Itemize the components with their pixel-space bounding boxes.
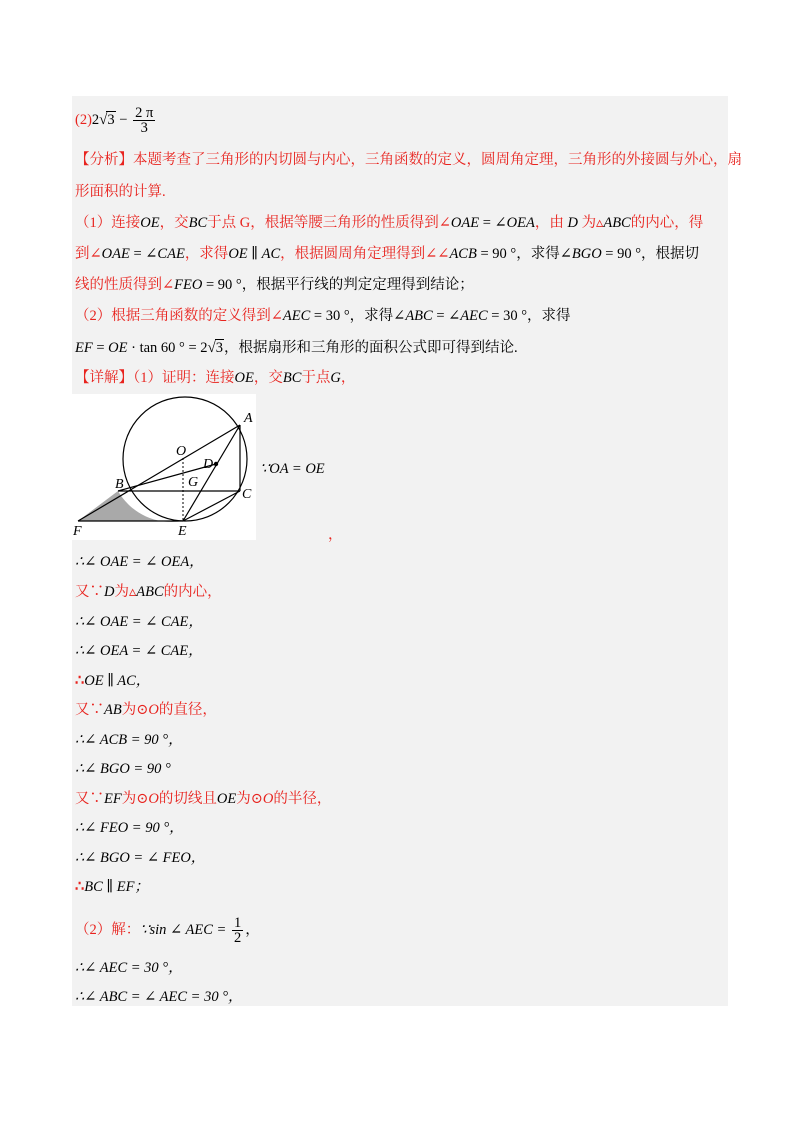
step-10: ∴∠ FEO = 90 °， (75, 820, 184, 836)
analysis-line-1 (75, 150, 742, 170)
shaded-region (78, 491, 183, 522)
line-fa (78, 425, 240, 521)
circle-o (123, 397, 247, 521)
geometry-diagram (72, 394, 256, 540)
step-2: 又∵D为▵ABC的内心， (75, 584, 222, 600)
analysis-text-1: 本题考查了三角形的内切圆与内心，三角函数的定义，圆周角定理，三角形的外接圆与外心，扇 (133, 152, 742, 168)
answer-minus: − (119, 111, 128, 128)
label-g: G (188, 475, 199, 490)
step-13: （2）解：∵sin ∠ AEC = $\frac{1}{2}$ ， (75, 915, 260, 946)
fig-note: ∵OA = OE (260, 461, 325, 477)
answer-radicand: 3 (107, 111, 115, 128)
sin-fraction: $\frac{1}{2}$ (233, 915, 242, 946)
step-5: ∴OE ∥ AC， (75, 673, 151, 689)
sqrt-sign: √ (99, 111, 108, 128)
detail-tag: 【详解】 (75, 370, 133, 386)
step-11: ∴∠ BGO = ∠ FEO， (75, 850, 206, 866)
fig-comma: ， (328, 527, 343, 543)
answer-fraction (133, 106, 155, 135)
label-c: C (242, 487, 252, 502)
step-8: ∴∠ BGO = 90 ° (75, 761, 171, 777)
analysis-line-2: 形面积的计算. (75, 184, 166, 200)
detail-intro: 【详解】（1）证明：连接OE，交BC于点G， (75, 370, 356, 386)
point-d (214, 462, 218, 466)
step-3: ∴∠ OAE = ∠ CAE， (75, 614, 203, 630)
label-d: D (203, 457, 214, 472)
step-4: ∴∠ OEA = ∠ CAE， (75, 643, 203, 659)
analysis-para-1: （1）连接OE，交BC于点 G，根据等腰三角形的性质得到∠OAE = ∠OEA，由 D 为▵ABC的内心，得 (75, 215, 704, 231)
analysis-para-2: 到∠OAE = ∠CAE，求得OE ∥ AC，根据圆周角定理得到∠∠ACB = 90 °，求得∠BGO = 90 °，根据切 (75, 246, 700, 262)
label-f: F (73, 524, 82, 539)
analysis-para-4: （2）根据三角函数的定义得到∠AEC = 30 °，求得∠ABC = ∠AEC = 30 °，求得 (75, 308, 571, 324)
analysis-tag: 【分析】 (75, 152, 133, 168)
answer-denominator: 3 (140, 120, 148, 136)
analysis-para-5: EF = OE · tan 60 ° = 2√3，根据扇形和三角形的面积公式即可得到结论. (75, 340, 518, 356)
label-o: O (176, 444, 187, 459)
step-14: ∴∠ AEC = 30 °， (75, 960, 183, 976)
answer-line (75, 106, 157, 135)
answer-coefficient: 2 (91, 111, 100, 128)
label-b: B (115, 477, 124, 492)
step-12: ∴BC ∥ EF； (75, 879, 149, 895)
answer-numerator: 2 π (135, 105, 154, 121)
analysis-para-3: 线的性质得到∠FEO = 90 °，根据平行线的判定定理得到结论； (75, 277, 474, 293)
label-a: A (244, 411, 253, 426)
step-7: ∴∠ ACB = 90 °， (75, 732, 183, 748)
step-15: ∴∠ ABC = ∠ AEC = 30 °， (75, 989, 243, 1005)
part-label: (2) (75, 111, 92, 128)
step-1: ∴∠ OAE = ∠ OEA， (75, 554, 204, 570)
step-6: 又∵AB为⊙O的直径， (75, 702, 217, 718)
step-9: 又∵EF为⊙O的切线且OE为⊙O的半径， (75, 791, 332, 807)
geometry-figure (72, 394, 256, 540)
label-e: E (178, 524, 187, 539)
